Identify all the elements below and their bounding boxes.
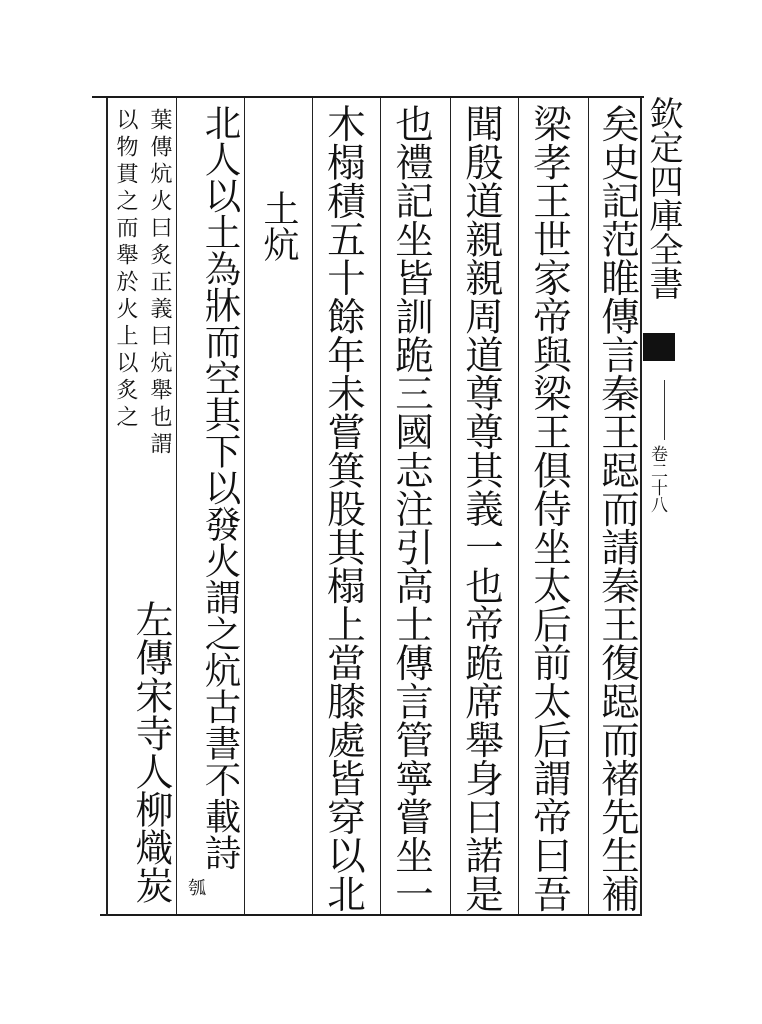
left-border bbox=[106, 98, 108, 916]
bottom-border bbox=[100, 914, 642, 916]
book-title: 欽定四庫全書 bbox=[643, 96, 683, 300]
text-column-2: 梁孝王世家帝與梁王俱侍坐太后前太后謂帝曰吾 bbox=[527, 104, 572, 913]
text-column-7: 北人以土為牀而空其下以發火謂之炕古書不載詩 bbox=[199, 104, 242, 871]
text-column-3: 聞殷道親親周道尊尊其義一也帝跪席舉身曰諾是 bbox=[459, 104, 504, 913]
column-divider bbox=[312, 98, 313, 914]
volume-label: 卷二十八 bbox=[647, 445, 667, 513]
text-column-5: 木榻積五十餘年未嘗箕股其榻上當膝處皆穿以北 bbox=[321, 104, 366, 913]
header-rule bbox=[664, 380, 665, 440]
text-column-7-end: 瓠 bbox=[185, 878, 206, 896]
section-heading: 土炕 bbox=[258, 190, 299, 262]
column-divider bbox=[450, 98, 451, 914]
fish-tail-mark bbox=[643, 333, 675, 361]
column-divider bbox=[380, 98, 381, 914]
column-divider bbox=[244, 98, 245, 914]
text-column-1: 矣史記范睢傳言秦王跽而請秦王復跽而褚先生補 bbox=[595, 104, 640, 913]
annotation-column-2: 以物貫之而舉於火上以炙之 bbox=[113, 108, 138, 432]
annotation-column-1: 葉傳炕火曰炙正義曰炕舉也謂 bbox=[147, 108, 172, 459]
column-divider bbox=[518, 98, 519, 914]
text-column-4: 也禮記坐皆訓跪三國志注引高士傳言管寧嘗坐一 bbox=[389, 104, 434, 913]
text-column-8: 左傳宋寺人柳熾炭 bbox=[129, 600, 173, 904]
column-divider bbox=[588, 98, 589, 914]
column-divider bbox=[176, 98, 177, 914]
top-border bbox=[92, 96, 644, 98]
